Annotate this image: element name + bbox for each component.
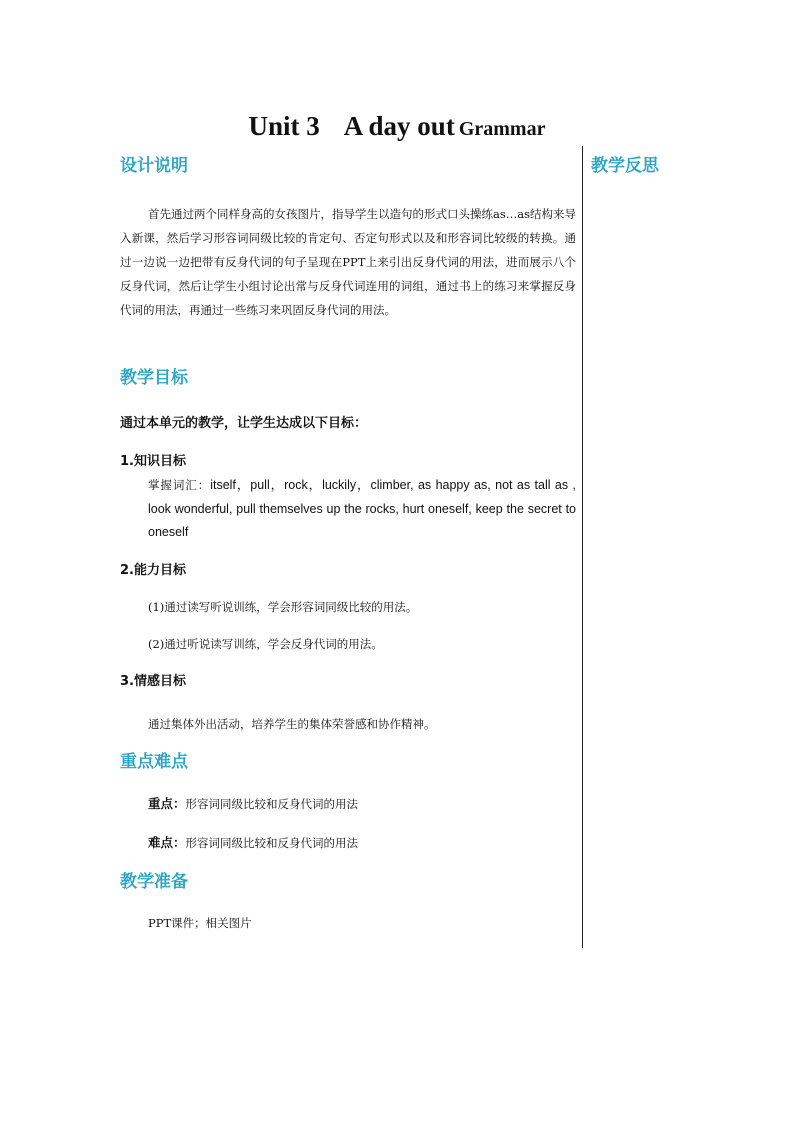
goals-heading: 教学目标 xyxy=(120,368,188,388)
knowledge-heading: 1.知识目标 xyxy=(120,454,186,469)
prep-heading: 教学准备 xyxy=(120,872,188,892)
prep-text: PPT课件；相关图片 xyxy=(148,916,252,930)
design-heading: 设计说明 xyxy=(120,156,188,176)
emotion-heading: 3.情感目标 xyxy=(120,674,186,689)
ability-heading: 2.能力目标 xyxy=(120,563,186,578)
vocab-text xyxy=(148,474,576,545)
difficult-label: 难点： xyxy=(148,835,186,850)
reflection-heading: 教学反思 xyxy=(591,156,659,176)
vocab-list: itself，pull，rock，luckily，climber, as happy as, not as tall as , look wonderful, pull themselves up the rocks, hurt oneself, keep the secret to oneself xyxy=(148,478,576,539)
key-label: 重点： xyxy=(148,796,186,811)
vocab-lead: 掌握词汇： xyxy=(148,478,211,492)
ability-item-1: (1)通过读写听说训练，学会形容词同级比较的用法。 xyxy=(148,600,418,614)
key-text: 形容词同级比较和反身代词的用法 xyxy=(185,797,359,811)
key-point xyxy=(148,794,358,814)
ability-item-2: (2)通过听说读写训练，学会反身代词的用法。 xyxy=(148,637,383,651)
title-topic: A day out xyxy=(343,111,455,141)
title-subtitle: Grammar xyxy=(458,118,546,140)
difficult-point xyxy=(148,833,358,853)
page-title xyxy=(0,108,794,149)
difficult-text: 形容词同级比较和反身代词的用法 xyxy=(185,836,359,850)
design-text: 首先通过两个同样身高的女孩图片，指导学生以造句的形式口头操练as…as结构来导入新课，然后学习形容词同级比较的肯定句、否定句形式以及和形容词比较级的转换。通过一边说一边把带有反身代词的句子呈现在PPT上来引出反身代词的用法，进而展示八个反身代词，然后让学生小组讨论出常与反身代词连用的词组，通过书上的练习来掌握反身代词的用法，再通过一些练习来巩固反身代词的用法。 xyxy=(120,207,577,317)
goals-intro: 通过本单元的教学，让学生达成以下目标： xyxy=(120,416,368,431)
column-divider xyxy=(582,146,583,948)
keypoints-heading: 重点难点 xyxy=(120,752,188,772)
title-unit: Unit 3 xyxy=(248,111,320,141)
emotion-text: 通过集体外出活动，培养学生的集体荣誉感和协作精神。 xyxy=(148,717,436,731)
